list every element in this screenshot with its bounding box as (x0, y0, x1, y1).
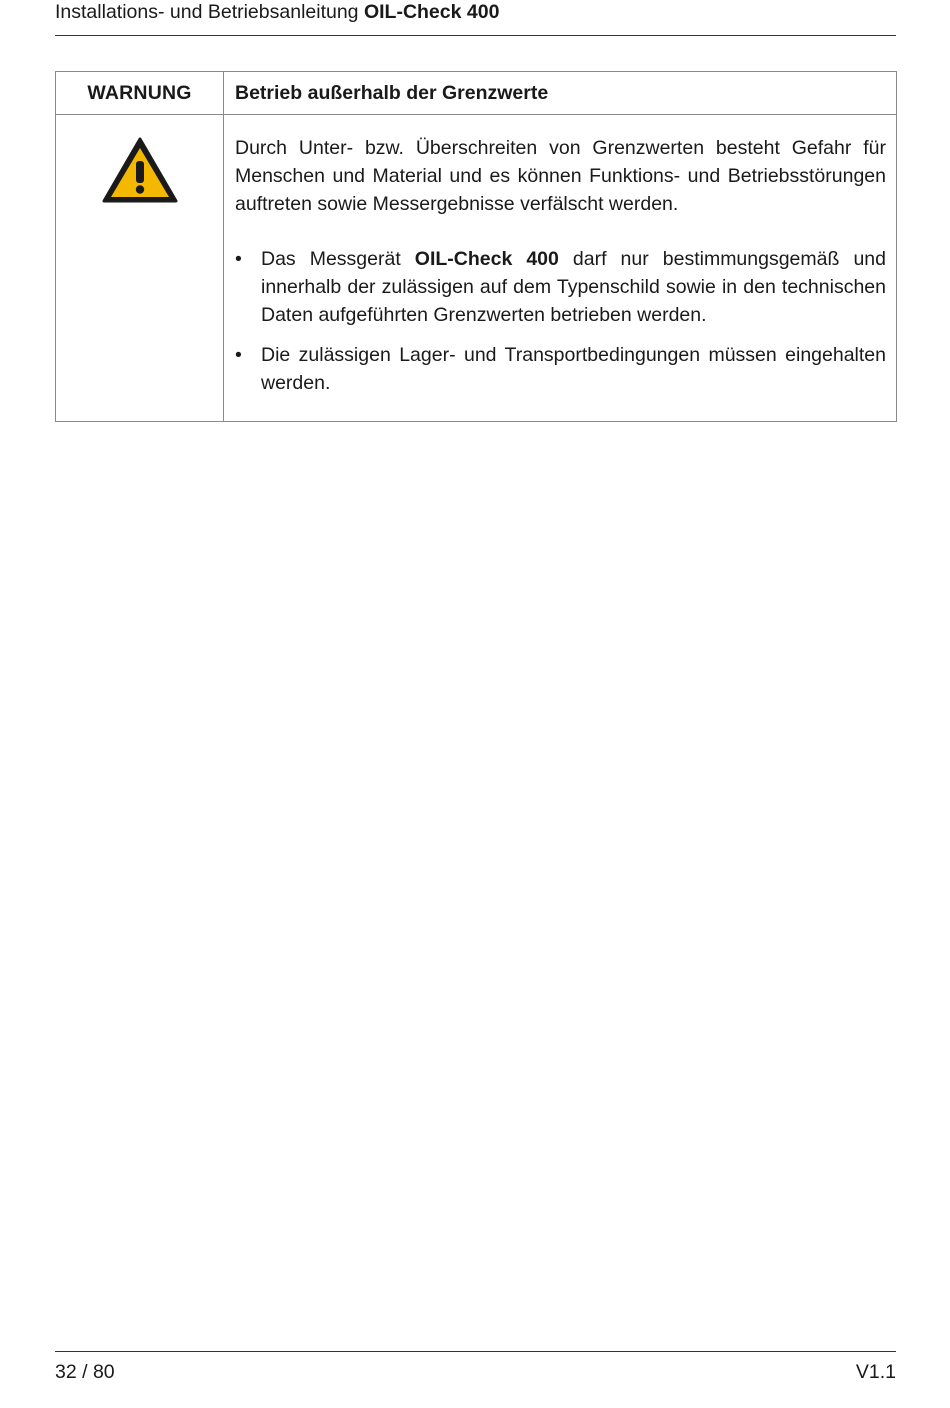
list-item (235, 341, 886, 397)
table-column-divider (223, 72, 224, 421)
warning-intro-text: Durch Unter- bzw. Überschreiten von Grenzwerten besteht Gefahr für Menschen und Material und es können Funktions- und Betriebsstörungen auftreten sowie Messergebnisse verfälscht werden. (235, 137, 886, 216)
list-item-text-after: darf nur bestimmungsgemäß und innerhalb der zulässigen auf dem Typenschild sowie in den technischen Daten aufgeführten Grenzwerten betrieben werden. (261, 247, 886, 327)
warning-triangle-icon (102, 136, 178, 204)
document-version: V1.1 (855, 1361, 896, 1383)
page-footer (55, 1351, 896, 1391)
header-title-prefix: Installations- und Betriebsanleitung (55, 1, 364, 23)
warning-body (235, 134, 886, 410)
header-title (55, 1, 499, 23)
list-item-text-before: Die zulässigen Lager- und Transportbedingungen müssen eingehalten werden. (261, 344, 886, 395)
warning-title: Betrieb außerhalb der Grenzwerte (235, 81, 549, 104)
page-number: 32 / 80 (55, 1361, 115, 1383)
warning-table (55, 71, 897, 422)
warning-bullet-list (235, 245, 886, 398)
bullet-icon: • (235, 247, 242, 270)
header-product-name: OIL-Check 400 (363, 1, 500, 23)
page-header (55, 0, 896, 36)
table-row-divider (56, 114, 896, 115)
list-item (235, 245, 886, 330)
list-item-product-name: OIL-Check 400 (414, 247, 559, 270)
warning-label: WARNUNG (87, 81, 192, 104)
list-item-text-before: Das Messgerät (261, 247, 415, 270)
bullet-icon: • (235, 344, 242, 367)
